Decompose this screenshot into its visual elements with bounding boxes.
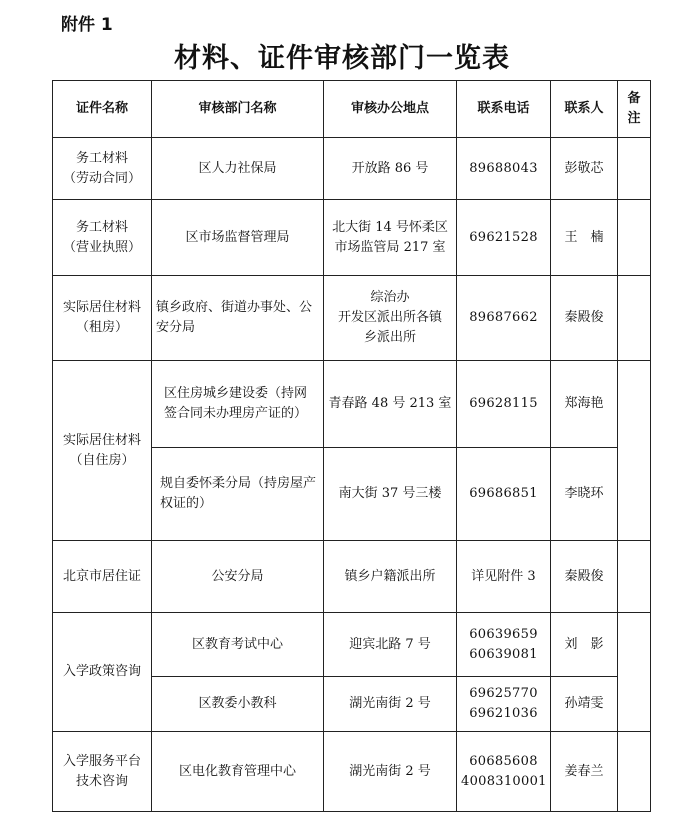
doc-name-cell: 务工材料 （营业执照） <box>53 200 152 276</box>
address-cell: 湖光南街 2 号 <box>324 732 457 812</box>
remarks-cell <box>618 276 651 361</box>
contact-cell: 郑海艳 <box>551 361 618 448</box>
phone-cell: 60685608 4008310001 <box>457 732 551 812</box>
dept-cell: 区住房城乡建设委（持网签合同未办理房产证的） <box>152 361 324 448</box>
phone-cell: 69625770 69621036 <box>457 677 551 732</box>
contact-cell: 秦殿俊 <box>551 541 618 613</box>
phone-cell: 69621528 <box>457 200 551 276</box>
contact-cell: 李晓环 <box>551 448 618 541</box>
phone-cell: 89688043 <box>457 138 551 200</box>
contact-cell: 秦殿俊 <box>551 276 618 361</box>
table-row <box>53 613 651 677</box>
dept-cell: 区教育考试中心 <box>152 613 324 677</box>
phone-cell: 69686851 <box>457 448 551 541</box>
table-row <box>53 541 651 613</box>
column-header: 联系人 <box>551 81 618 138</box>
doc-name-cell: 北京市居住证 <box>53 541 152 613</box>
column-header: 审核部门名称 <box>152 81 324 138</box>
phone-cell: 89687662 <box>457 276 551 361</box>
contact-cell: 刘 影 <box>551 613 618 677</box>
table-header-row <box>53 81 651 138</box>
remarks-cell <box>618 200 651 276</box>
phone-cell: 60639659 60639081 <box>457 613 551 677</box>
address-cell: 迎宾北路 7 号 <box>324 613 457 677</box>
doc-name-cell: 务工材料 （劳动合同） <box>53 138 152 200</box>
dept-cell: 区电化教育管理中心 <box>152 732 324 812</box>
address-cell: 综治办 开发区派出所各镇 乡派出所 <box>324 276 457 361</box>
table-row <box>53 732 651 812</box>
dept-cell: 区教委小教科 <box>152 677 324 732</box>
contact-cell: 孙靖雯 <box>551 677 618 732</box>
column-header: 证件名称 <box>53 81 152 138</box>
phone-cell: 69628115 <box>457 361 551 448</box>
dept-cell: 区市场监督管理局 <box>152 200 324 276</box>
dept-cell: 区人力社保局 <box>152 138 324 200</box>
attachment-label: 附件 1 <box>61 15 113 35</box>
column-header: 联系电话 <box>457 81 551 138</box>
remarks-cell <box>618 732 651 812</box>
remarks-cell <box>618 613 651 732</box>
address-cell: 北大街 14 号怀柔区 市场监管局 217 室 <box>324 200 457 276</box>
address-cell: 开放路 86 号 <box>324 138 457 200</box>
remarks-cell <box>618 541 651 613</box>
table-row <box>53 276 651 361</box>
column-header: 审核办公地点 <box>324 81 457 138</box>
address-cell: 青春路 48 号 213 室 <box>324 361 457 448</box>
doc-name-cell: 实际居住材料 （自住房） <box>53 361 152 541</box>
remarks-cell <box>618 138 651 200</box>
contact-cell: 姜春兰 <box>551 732 618 812</box>
phone-cell: 详见附件 3 <box>457 541 551 613</box>
page-title: 材料、证件审核部门一览表 <box>174 43 510 74</box>
address-cell: 南大街 37 号三楼 <box>324 448 457 541</box>
address-cell: 湖光南街 2 号 <box>324 677 457 732</box>
remarks-cell <box>618 361 651 541</box>
column-header-remarks: 备注 <box>618 81 651 138</box>
department-table <box>52 80 651 812</box>
contact-cell: 王 楠 <box>551 200 618 276</box>
table-row <box>53 138 651 200</box>
table-row <box>53 361 651 448</box>
doc-name-cell: 入学政策咨询 <box>53 613 152 732</box>
contact-cell: 彭敬芯 <box>551 138 618 200</box>
dept-cell: 规自委怀柔分局（持房屋产权证的） <box>152 448 324 541</box>
dept-cell: 公安分局 <box>152 541 324 613</box>
table-row <box>53 200 651 276</box>
doc-name-cell: 实际居住材料 （租房） <box>53 276 152 361</box>
dept-cell: 镇乡政府、街道办事处、公安分局 <box>152 276 324 361</box>
address-cell: 镇乡户籍派出所 <box>324 541 457 613</box>
doc-name-cell: 入学服务平台 技术咨询 <box>53 732 152 812</box>
